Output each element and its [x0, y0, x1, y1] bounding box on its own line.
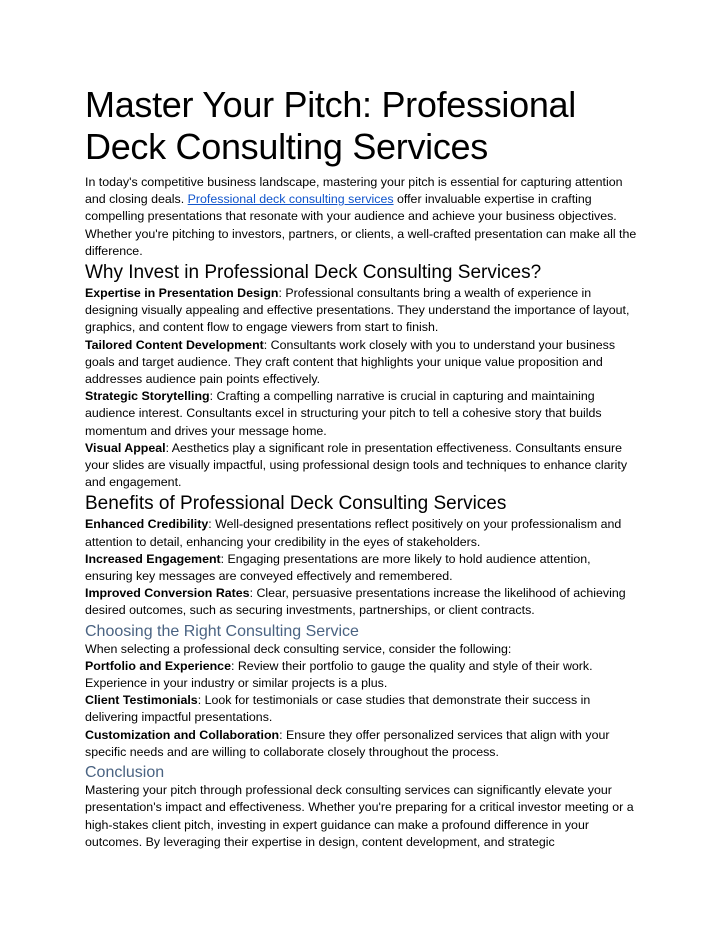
intro-text-after: offer invaluable expertise in crafting compelling presentations that resonate with your audience and achieve your business objectives. Whether you're pitching to investors, partners, or clients, a well-crafted presentation can make all the difference. [85, 192, 637, 258]
choosing-item [85, 692, 640, 726]
benefit-item [85, 585, 640, 619]
choosing-item-term: Customization and Collaboration [85, 727, 280, 742]
choosing-item [85, 727, 640, 761]
benefit-item-term: Increased Engagement [85, 551, 221, 566]
intro-paragraph [85, 174, 640, 260]
page-title: Master Your Pitch: Professional Deck Consulting Services [85, 84, 576, 167]
why-item-text: : Professional consultants bring a wealth of experience in designing visually appealing and effective presentations. They understand the importance of layout, graphics, and content flow to engage viewers from start to finish. [85, 286, 630, 335]
conclusion-paragraph: Mastering your pitch through professional deck consulting services can significantly elevate your presentation's impact and effectiveness. Whether you're preparing for a critical investor meeting or a high-stakes client pitch, investing in expert guidance can make a profound difference in your outcomes. By leveraging their expertise in design, content development, and strategic [85, 783, 634, 849]
why-item-text: : Consultants work closely with you to understand your business goals and target audience. They craft content that highlights your unique value proposition and addresses audience pain points effectively. [85, 337, 616, 387]
choosing-item-text: : Look for testimonials or case studies that demonstrate their success in delivering impactful presentations. [85, 693, 591, 725]
benefit-item [85, 516, 640, 550]
why-item [85, 285, 640, 337]
choosing-lead: When selecting a professional deck consulting service, consider the following: [85, 641, 512, 656]
benefit-item-text: : Clear, persuasive presentations increase the likelihood of achieving desired outcomes, such as securing investments, partnerships, or client contracts. [85, 586, 626, 618]
why-item-term: Expertise in Presentation Design [85, 286, 279, 301]
why-item-text: : Crafting a compelling narrative is crucial in capturing and maintaining audience interest. Consultants excel in structuring your pitch to tell a cohesive story that builds momentum and drives your message home. [85, 389, 602, 438]
why-item [85, 337, 640, 389]
why-heading: Why Invest in Professional Deck Consulting Services? [85, 262, 542, 284]
choosing-item [85, 658, 640, 692]
choosing-item-term: Client Testimonials [85, 693, 198, 708]
why-item-term: Visual Appeal [85, 440, 166, 455]
deck-consulting-link[interactable]: Professional deck consulting services [187, 192, 394, 207]
why-item-text: : Aesthetics play a significant role in presentation effectiveness. Consultants ensure your slides are visually impactful, using professional design tools and techniques to enhance clarity and engagement. [85, 440, 628, 490]
why-item-term: Tailored Content Development [85, 337, 264, 352]
choosing-item-text: : Ensure they offer personalized services that align with your specific needs and are willing to collaborate closely throughout the process. [85, 727, 610, 759]
benefit-item-text: : Engaging presentations are more likely to hold audience attention, ensuring key messages are conveyed effectively and remembered. [85, 551, 591, 584]
benefit-item-term: Enhanced Credibility [85, 517, 209, 532]
conclusion-heading: Conclusion [85, 764, 165, 782]
why-item-term: Strategic Storytelling [85, 389, 210, 404]
why-item [85, 440, 640, 492]
benefit-item [85, 551, 640, 585]
why-item [85, 388, 640, 440]
choosing-item-text: : Review their portfolio to gauge the quality and style of their work. Experience in your industry or similar projects is a plus. [85, 658, 593, 691]
benefit-item-text: : Well-designed presentations reflect positively on your professionalism and attention to detail, enhancing your credibility in the eyes of stakeholders. [85, 517, 622, 549]
intro-text-before: In today's competitive business landscape, mastering your pitch is essential for capturing attention and closing deals. [85, 175, 623, 207]
benefits-heading: Benefits of Professional Deck Consulting Services [85, 493, 507, 515]
benefit-item-term: Improved Conversion Rates [85, 586, 250, 601]
choosing-heading: Choosing the Right Consulting Service [85, 622, 359, 640]
document-content [85, 84, 640, 851]
choosing-item-term: Portfolio and Experience [85, 658, 231, 673]
